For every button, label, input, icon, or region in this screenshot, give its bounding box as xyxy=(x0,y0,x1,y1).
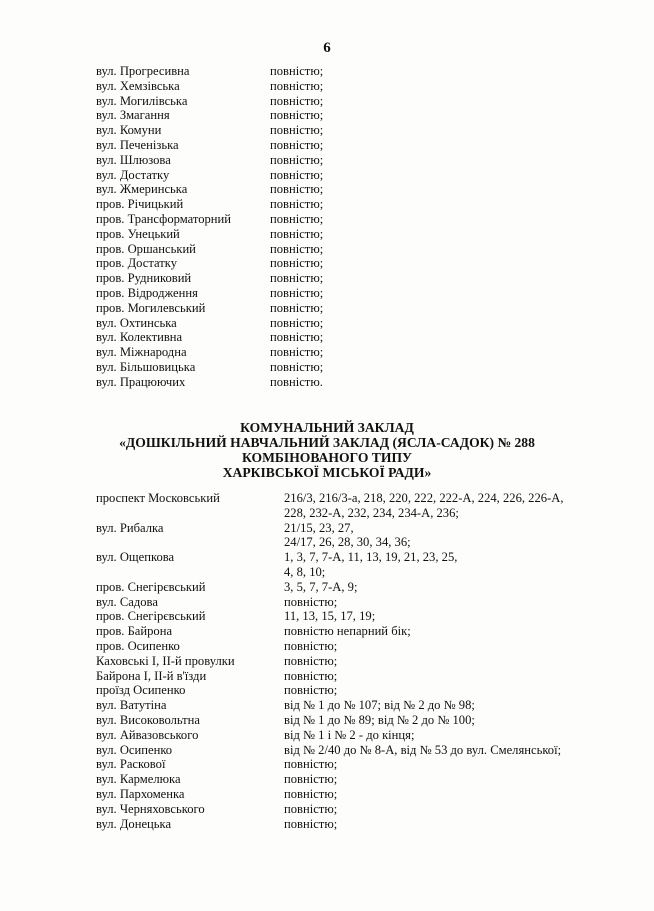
street-coverage: повністю. xyxy=(270,374,323,389)
street-name: пров. Осипенко xyxy=(96,638,180,653)
street-name: вул. Шлюзова xyxy=(96,152,171,167)
street-name: пров. Снегірєвський xyxy=(96,609,206,624)
street-name: вул. Рибалка xyxy=(96,520,164,535)
street-coverage: повністю; xyxy=(270,211,324,226)
street-coverage: повністю; xyxy=(270,345,324,360)
street-coverage: повністю; xyxy=(284,594,338,609)
street-name: пров. Відродження xyxy=(96,285,198,300)
street-name: вул. Ватутіна xyxy=(96,698,167,713)
street-name: вул. Черняховського xyxy=(96,801,205,816)
street-name: проїзд Осипенко xyxy=(96,683,186,698)
street-coverage: повністю; xyxy=(270,271,324,286)
page-number: 6 xyxy=(323,40,331,56)
street-name: вул. Ощепкова xyxy=(96,550,175,565)
street-coverage: повністю; xyxy=(270,241,324,256)
street-coverage: повністю; xyxy=(284,653,338,668)
street-coverage: від № 2/40 до № 8-А, від № 53 до вул. Смелянської; xyxy=(284,742,562,757)
street-coverage: повністю; xyxy=(270,152,324,167)
street-name: пров. Могилевський xyxy=(96,300,206,315)
street-coverage: повністю; xyxy=(270,78,324,93)
street-name: вул. Садова xyxy=(96,594,158,609)
street-coverage: повністю; xyxy=(270,256,324,271)
street-name: проспект Московський xyxy=(96,491,220,505)
street-coverage: від № 1 і № 2 - до кінця; xyxy=(284,727,415,742)
street-name: вул. Колективна xyxy=(96,330,183,345)
street-name: пров. Снегірєвський xyxy=(96,579,206,594)
street-coverage: 228, 232-А, 232, 234, 234-А, 236; xyxy=(284,505,459,520)
street-name: вул. Печенізька xyxy=(96,137,179,152)
street-coverage: повністю; xyxy=(270,300,324,315)
street-coverage: 24/17, 26, 28, 30, 34, 36; xyxy=(284,535,411,550)
street-name: вул. Кармелюка xyxy=(96,772,181,787)
street-coverage: повністю; xyxy=(270,64,324,78)
street-name: пров. Трансформаторний xyxy=(96,211,232,226)
street-coverage: повністю; xyxy=(270,137,324,152)
street-name: вул. Донецька xyxy=(96,816,172,831)
street-name: вул. Високовольтна xyxy=(96,712,201,727)
street-coverage: повністю; xyxy=(284,816,338,831)
street-coverage: повністю; xyxy=(284,757,338,772)
street-coverage: повністю; xyxy=(284,772,338,787)
street-coverage: 11, 13, 15, 17, 19; xyxy=(284,609,376,624)
street-coverage: повністю; xyxy=(284,668,338,683)
street-name: пров. Оршанський xyxy=(96,241,196,256)
street-name: пров. Рудниковий xyxy=(96,271,192,286)
street-name: вул. Хемзівська xyxy=(96,78,180,93)
street-coverage: повністю; xyxy=(284,683,338,698)
street-coverage: 21/15, 23, 27, xyxy=(284,520,354,535)
street-name: Каховські І, ІІ-й провулки xyxy=(96,653,235,668)
street-name: вул. Прогресивна xyxy=(96,64,190,78)
street-name: вул. Комуни xyxy=(96,123,162,138)
street-name: пров. Байрона xyxy=(96,624,173,639)
street-coverage: повністю; xyxy=(270,108,324,123)
street-name: вул. Змагання xyxy=(96,108,170,123)
street-coverage: повністю; xyxy=(270,182,324,197)
street-coverage: повністю; xyxy=(270,93,324,108)
street-coverage: повністю; xyxy=(270,315,324,330)
street-coverage: повністю; xyxy=(284,801,338,816)
street-coverage: повністю; xyxy=(270,167,324,182)
heading-line: КОМУНАЛЬНИЙ ЗАКЛАД xyxy=(240,420,414,435)
street-name: пров. Річицький xyxy=(96,197,184,212)
heading-line: «ДОШКІЛЬНИЙ НАВЧАЛЬНИЙ ЗАКЛАД (ЯСЛА-САДОК) № 288 xyxy=(119,435,535,450)
street-name: вул. Осипенко xyxy=(96,742,173,757)
street-coverage: повністю непарний бік; xyxy=(284,624,411,639)
street-coverage: повністю; xyxy=(284,638,338,653)
street-name: вул. Охтинська xyxy=(96,315,177,330)
street-name: вул. Айвазовського xyxy=(96,727,199,742)
street-coverage: повністю; xyxy=(270,197,324,212)
street-name: вул. Пархоменка xyxy=(96,786,185,801)
street-name: вул. Більшовицька xyxy=(96,359,196,374)
street-coverage: 4, 8, 10; xyxy=(284,564,326,579)
institution-heading xyxy=(0,420,654,480)
street-coverage: повністю; xyxy=(270,226,324,241)
street-name: пров. Унецький xyxy=(96,226,180,241)
street-name: Байрона І, ІІ-й в'їзди xyxy=(96,668,207,683)
street-coverage: 3, 5, 7, 7-А, 9; xyxy=(284,579,358,594)
heading-line: ХАРКІВСЬКОЇ МІСЬКОЇ РАДИ» xyxy=(222,465,432,480)
street-coverage: повністю; xyxy=(270,359,324,374)
heading-line: КОМБІНОВАНОГО ТИПУ xyxy=(242,450,412,465)
street-name: вул. Жмеринська xyxy=(96,182,188,197)
street-coverage: повністю; xyxy=(284,786,338,801)
street-coverage: від № 1 до № 107; від № 2 до № 98; xyxy=(284,698,475,713)
street-coverage: повністю; xyxy=(270,285,324,300)
street-coverage: від № 1 до № 89; від № 2 до № 100; xyxy=(284,712,475,727)
street-coverage: повністю; xyxy=(270,123,324,138)
street-name: вул. Працюючих xyxy=(96,374,186,389)
street-name: вул. Достатку xyxy=(96,167,170,182)
street-coverage: 216/3, 216/3-а, 218, 220, 222, 222-А, 224, 226, 226-А, xyxy=(284,491,564,505)
street-name: пров. Достатку xyxy=(96,256,178,271)
street-name: вул. Раскової xyxy=(96,757,166,772)
street-coverage: повністю; xyxy=(270,330,324,345)
street-name: вул. Міжнародна xyxy=(96,345,187,360)
street-name: вул. Могилівська xyxy=(96,93,188,108)
street-coverage: 1, 3, 7, 7-А, 11, 13, 19, 21, 23, 25, xyxy=(284,550,458,565)
